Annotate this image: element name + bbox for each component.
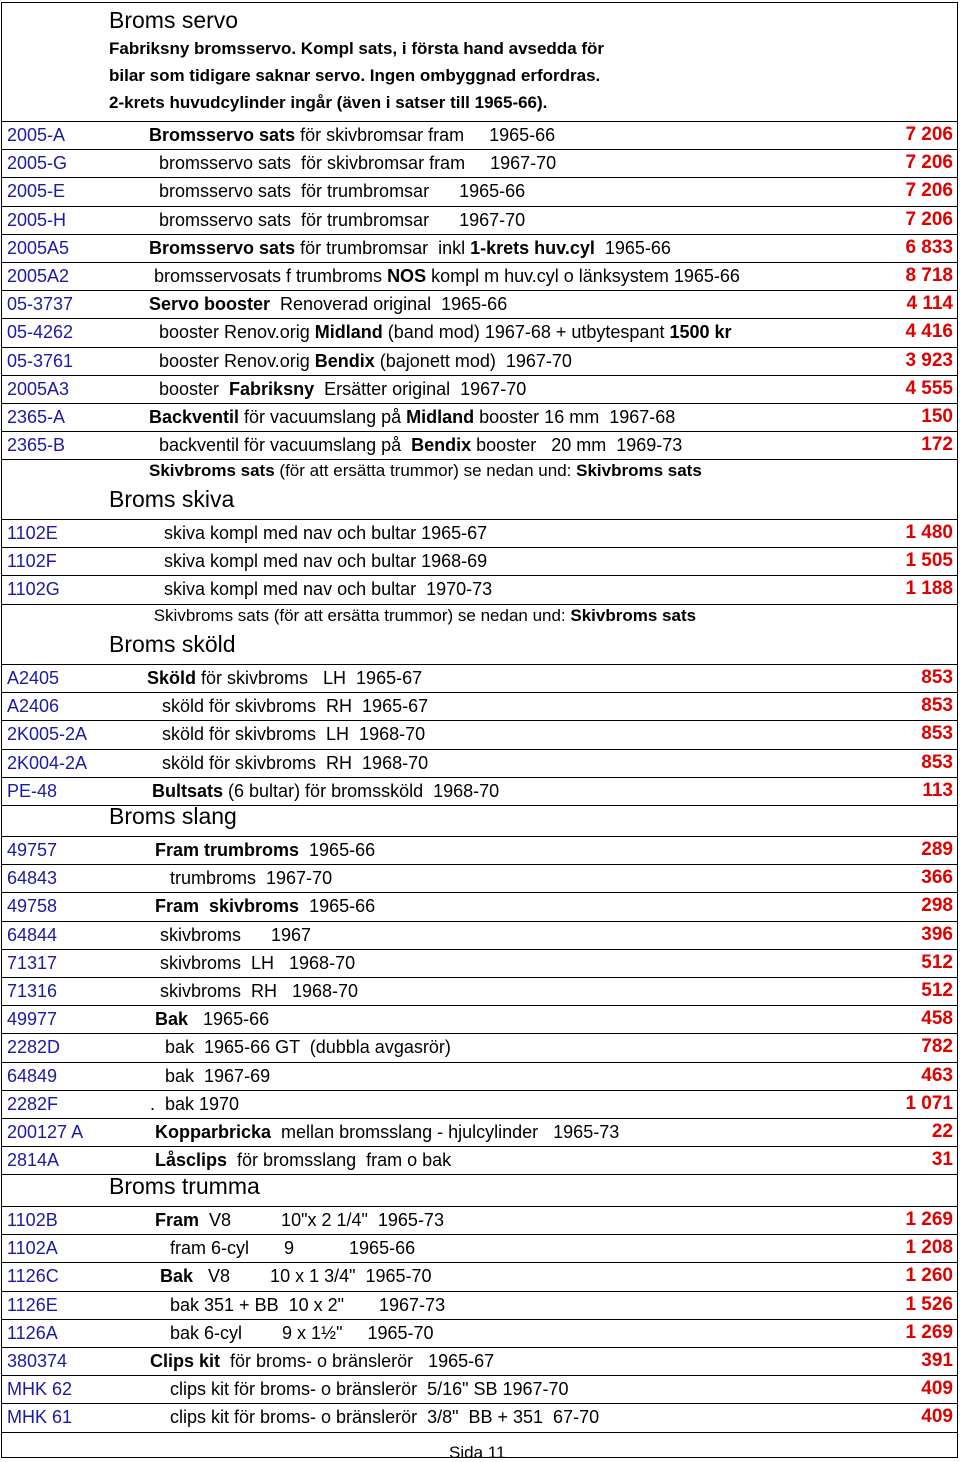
part-number: A2405 [7, 668, 60, 688]
part-description [150, 1009, 269, 1030]
part-description [147, 668, 422, 689]
description-segment: bak 1967-69 [150, 1065, 271, 1086]
table-row [2, 921, 957, 949]
part-number: 64843 [7, 868, 58, 889]
description-segment: 1965-66 [299, 896, 376, 917]
part-description [149, 379, 526, 400]
description-segment: bak 6-cyl 9 x 1½" 1965-70 [150, 1322, 434, 1343]
table-row [2, 121, 957, 149]
price: 396 [921, 923, 953, 945]
table-row [2, 1375, 957, 1403]
part-number: 2005-A [7, 125, 66, 145]
table-row [2, 290, 957, 318]
table-row [2, 949, 957, 977]
description-segment: Renoverad original 1965-66 [270, 294, 508, 315]
price: 3 923 [905, 349, 953, 371]
section-heading: Broms trumma [109, 1173, 260, 1199]
part-number: 05-4262 [7, 322, 74, 343]
description-segment: Fram trumbroms [150, 840, 300, 860]
table-row [2, 664, 957, 692]
description-segment: Bendix [314, 350, 375, 371]
section-heading: Broms servo [109, 7, 239, 33]
table-row [2, 692, 957, 720]
description-segment: skivbroms 1967 [150, 924, 312, 945]
row-divider [2, 459, 957, 460]
table-row [2, 262, 957, 290]
table-row [2, 149, 957, 177]
description-segment: Clips kit [150, 1351, 221, 1371]
description-segment: kompl m huv.cyl o länksystem 1965-66 [426, 266, 740, 286]
part-description [147, 753, 428, 774]
part-number: 2005A3 [7, 378, 70, 399]
price: 1 269 [905, 1321, 953, 1343]
description-segment: bromsservo sats för skivbromsar fram 1967-70 [149, 153, 557, 174]
price: 6 833 [905, 236, 953, 258]
price: 1 071 [905, 1092, 953, 1114]
description-segment: Fram [150, 1210, 200, 1230]
price: 150 [921, 406, 953, 427]
description-segment: för vacuumslang på [239, 407, 407, 427]
description-segment: för skivbroms LH 1965-67 [196, 668, 423, 688]
description-segment: för skivbromsar fram 1965-66 [295, 125, 556, 145]
section-heading: Broms sköld [109, 631, 236, 657]
price: 391 [921, 1350, 953, 1371]
table-row [2, 1403, 957, 1431]
part-number: 380374 [7, 1351, 68, 1371]
description-segment: 1-krets huv.cyl [470, 237, 595, 258]
price: 463 [921, 1064, 953, 1086]
part-number: 1102F [7, 551, 57, 572]
description-segment: Midland [406, 407, 475, 427]
description-segment: 1965-66 [299, 840, 376, 860]
part-description [149, 153, 556, 174]
part-number: 1126C [7, 1266, 59, 1287]
description-segment: booster 16 mm 1967-68 [474, 407, 676, 427]
part-number: 2005-H [7, 209, 67, 230]
description-segment: booster Renov.orig [149, 322, 315, 343]
part-description [150, 953, 355, 974]
part-number: 1126E [7, 1294, 58, 1315]
description-segment: Skivbroms sats [570, 606, 697, 625]
table-row [2, 1347, 957, 1375]
price: 1 505 [905, 550, 953, 572]
description-segment: Ersätter original 1967-70 [314, 378, 527, 399]
table-row [2, 720, 957, 748]
part-number: 2282F [7, 1093, 59, 1114]
section-note [149, 461, 702, 481]
description-segment: Bultsats [147, 780, 224, 801]
price: 512 [921, 951, 953, 973]
table-row [2, 347, 957, 375]
part-number: 64849 [7, 1065, 58, 1086]
table-row [2, 318, 957, 346]
part-number: 1102E [7, 523, 58, 543]
price: 4 114 [906, 293, 953, 315]
price-list-sheet [1, 2, 958, 1458]
table-row [2, 1033, 957, 1061]
description-segment: Låsclips [150, 1150, 228, 1171]
part-number: 200127 A [7, 1122, 84, 1142]
part-number: 2282D [7, 1037, 61, 1058]
description-segment: (6 bultar) för bromssköld 1968-70 [223, 780, 500, 801]
part-description [150, 1066, 270, 1087]
part-description [150, 1122, 619, 1143]
description-segment: Bromsservo sats [149, 125, 296, 145]
part-number: 2005-G [7, 153, 68, 174]
price: 1 188 [905, 578, 953, 600]
description-segment: 1965-66 [594, 237, 671, 258]
table-row [2, 547, 957, 575]
part-number: 2005A5 [7, 237, 70, 258]
description-segment: (band mod) 1967-68 + utbytespant [382, 322, 670, 343]
table-row [2, 892, 957, 920]
table-row [2, 575, 957, 603]
description-segment: Bak [150, 1266, 194, 1287]
price: 1 260 [905, 1265, 953, 1287]
section-intro-line: 2-krets huvudcylinder ingår (även i satser till 1965-66). [109, 93, 548, 112]
description-segment: booster Renov.orig [149, 350, 315, 371]
part-description [150, 1210, 444, 1231]
part-description [149, 294, 507, 315]
description-segment: Skivbroms sats [576, 461, 702, 480]
table-row [2, 375, 957, 403]
price: 31 [931, 1149, 953, 1171]
table-row [2, 519, 957, 547]
part-description [149, 181, 525, 202]
part-number: 1102A [7, 1238, 58, 1259]
table-row [2, 1146, 957, 1174]
table-row [2, 206, 957, 234]
description-segment: Bendix [411, 435, 472, 456]
part-description [149, 351, 572, 372]
part-number: 2814A [7, 1150, 60, 1171]
table-row [2, 977, 957, 1005]
table-row [2, 836, 957, 864]
description-segment: booster 20 mm 1969-73 [471, 435, 683, 456]
price: 1 269 [905, 1209, 953, 1230]
description-segment: skiva kompl med nav och bultar 1968-69 [154, 551, 488, 572]
part-description [149, 266, 740, 287]
part-number: 2365-B [7, 435, 66, 456]
part-number: 1126A [7, 1322, 58, 1343]
part-description [150, 1037, 451, 1058]
part-description [150, 925, 311, 946]
part-number: 1102G [7, 579, 60, 600]
description-segment: för bromsslang fram o bak [227, 1150, 452, 1171]
part-number: 49758 [7, 896, 58, 917]
price: 853 [921, 751, 953, 773]
part-description [147, 724, 425, 745]
part-number: 05-3737 [7, 294, 74, 315]
price: 4 416 [905, 321, 953, 343]
part-number: 49757 [7, 840, 58, 860]
price: 8 718 [905, 265, 953, 286]
part-description [149, 238, 671, 259]
description-segment: för trumbromsar inkl [295, 237, 471, 258]
part-description [147, 781, 499, 802]
part-description [150, 1266, 432, 1287]
price: 289 [921, 839, 953, 860]
table-row [2, 1319, 957, 1347]
description-segment: skivbroms LH 1968-70 [150, 952, 356, 973]
description-segment: bak 1965-66 GT (dubbla avgasrör) [150, 1037, 451, 1058]
description-segment: skiva kompl med nav och bultar 1970-73 [154, 579, 493, 600]
description-segment: Skivbroms sats (för att ersätta trummor) se nedan und: [149, 606, 571, 625]
part-description [150, 1150, 451, 1171]
part-description [150, 1351, 494, 1372]
price: 22 [931, 1121, 953, 1142]
part-description [147, 696, 428, 717]
description-segment: 1965-66 [188, 1009, 270, 1030]
part-number: 2K004-2A [7, 752, 88, 773]
price: 1 208 [905, 1237, 953, 1259]
part-description [149, 210, 525, 231]
section-heading: Broms skiva [109, 486, 235, 512]
table-row [2, 777, 957, 805]
part-description [154, 579, 492, 600]
description-segment: skivbroms RH 1968-70 [150, 981, 359, 1001]
description-segment: trumbroms 1967-70 [150, 868, 333, 889]
description-segment: clips kit för broms- o bränslerör 3/8" BB + 351 67-70 [150, 1407, 600, 1428]
price: 7 206 [905, 208, 953, 230]
description-segment: Bromsservo sats [149, 237, 296, 258]
part-description [149, 125, 555, 146]
table-row [2, 1005, 957, 1033]
description-segment: Sköld [147, 668, 197, 688]
description-segment: mellan bromsslang - hjulcylinder 1965-73 [271, 1122, 620, 1142]
part-number: 2K005-2A [7, 724, 88, 745]
part-description [149, 407, 675, 428]
description-segment: bromsservosats f trumbroms [149, 266, 388, 286]
description-segment: bak 351 + BB 10 x 2" 1967-73 [150, 1294, 446, 1315]
description-segment: Backventil [149, 407, 240, 427]
description-segment: bromsservo sats för trumbromsar 1965-66 [149, 181, 526, 202]
part-description [154, 551, 487, 572]
description-segment: Servo booster [149, 294, 271, 315]
section-heading: Broms slang [109, 803, 237, 829]
description-segment: clips kit för broms- o bränslerör 5/16" SB 1967-70 [150, 1379, 569, 1400]
description-segment: bromsservo sats för trumbromsar 1967-70 [149, 209, 526, 230]
description-segment: 1500 kr [669, 322, 732, 343]
description-segment: för broms- o bränslerör 1965-67 [220, 1351, 495, 1371]
price: 7 206 [905, 180, 953, 202]
description-segment: sköld för skivbroms RH 1968-70 [147, 752, 429, 773]
row-divider [2, 1432, 957, 1433]
page-number: Sida 11 [449, 1443, 506, 1462]
price: 409 [921, 1378, 953, 1400]
part-description [150, 896, 375, 917]
price: 458 [921, 1008, 953, 1030]
description-segment: . bak 1970 [150, 1093, 240, 1114]
description-segment: fram 6-cyl 9 1965-66 [150, 1238, 416, 1259]
table-row [2, 403, 957, 431]
price: 853 [921, 723, 953, 745]
description-segment: NOS [387, 266, 427, 286]
part-description [150, 1379, 569, 1400]
part-description [150, 1295, 445, 1316]
table-row [2, 1118, 957, 1146]
description-segment: sköld för skivbroms LH 1968-70 [147, 724, 426, 745]
price: 7 206 [905, 152, 953, 174]
part-description [150, 981, 358, 1002]
description-segment: V8 10 x 1 3/4" 1965-70 [193, 1266, 432, 1287]
table-row [2, 864, 957, 892]
description-segment: (för att ersätta trummor) se nedan und: [274, 461, 577, 480]
table-row [2, 1206, 957, 1234]
price: 853 [921, 695, 953, 717]
price: 172 [921, 434, 953, 456]
section-note [149, 606, 696, 626]
section-intro-line: bilar som tidigare saknar servo. Ingen ombyggnad erfordras. [109, 66, 601, 85]
part-description [150, 1238, 415, 1259]
part-description [150, 1094, 239, 1115]
description-segment: booster [149, 378, 230, 399]
part-number: MHK 61 [7, 1407, 73, 1428]
table-row [2, 749, 957, 777]
table-row [2, 1234, 957, 1262]
description-segment: skiva kompl med nav och bultar 1965-67 [154, 523, 488, 543]
part-description [149, 322, 732, 343]
price: 1 526 [905, 1293, 953, 1315]
part-number: 64844 [7, 924, 58, 945]
description-segment: Bak [150, 1009, 189, 1030]
part-description [150, 868, 332, 889]
table-row [2, 1262, 957, 1290]
description-segment: backventil för vacuumslang på [149, 435, 412, 456]
price: 366 [921, 867, 953, 889]
table-row [2, 431, 957, 459]
price: 853 [921, 667, 953, 688]
description-segment: Fram skivbroms [150, 896, 300, 917]
part-description [154, 523, 487, 544]
part-description [150, 1323, 434, 1344]
part-description [150, 840, 375, 861]
section-intro-line: Fabriksny bromsservo. Kompl sats, i första hand avsedda för [109, 39, 605, 58]
description-segment: Fabriksny [229, 378, 315, 399]
price: 4 555 [905, 377, 953, 399]
part-description [150, 1407, 599, 1428]
table-row [2, 1090, 957, 1118]
part-number: PE-48 [7, 780, 58, 801]
part-number: 05-3761 [7, 350, 74, 371]
description-segment: Skivbroms sats [149, 461, 275, 480]
row-divider [2, 604, 957, 605]
price: 7 206 [905, 124, 953, 145]
price: 409 [921, 1406, 953, 1428]
description-segment: (bajonett mod) 1967-70 [374, 350, 572, 371]
part-number: 1102B [7, 1210, 58, 1230]
part-number: 71316 [7, 981, 58, 1001]
table-row [2, 177, 957, 205]
part-number: 2365-A [7, 407, 66, 427]
description-segment: sköld för skivbroms RH 1965-67 [147, 696, 429, 717]
price: 113 [922, 779, 953, 801]
price: 1 480 [905, 522, 953, 543]
price: 298 [921, 895, 953, 917]
part-number: 2005A2 [7, 266, 70, 286]
price: 782 [921, 1036, 953, 1058]
table-row [2, 234, 957, 262]
part-number: 2005-E [7, 181, 66, 202]
table-row [2, 1062, 957, 1090]
part-number: 49977 [7, 1009, 58, 1030]
description-segment: Kopparbricka [150, 1122, 272, 1142]
part-number: A2406 [7, 696, 60, 717]
part-number: 71317 [7, 952, 58, 973]
price: 512 [921, 980, 953, 1001]
part-number: MHK 62 [7, 1379, 73, 1400]
description-segment: V8 10"x 2 1/4" 1965-73 [199, 1210, 444, 1230]
part-description [149, 435, 682, 456]
description-segment: Midland [314, 322, 383, 343]
table-row [2, 1291, 957, 1319]
